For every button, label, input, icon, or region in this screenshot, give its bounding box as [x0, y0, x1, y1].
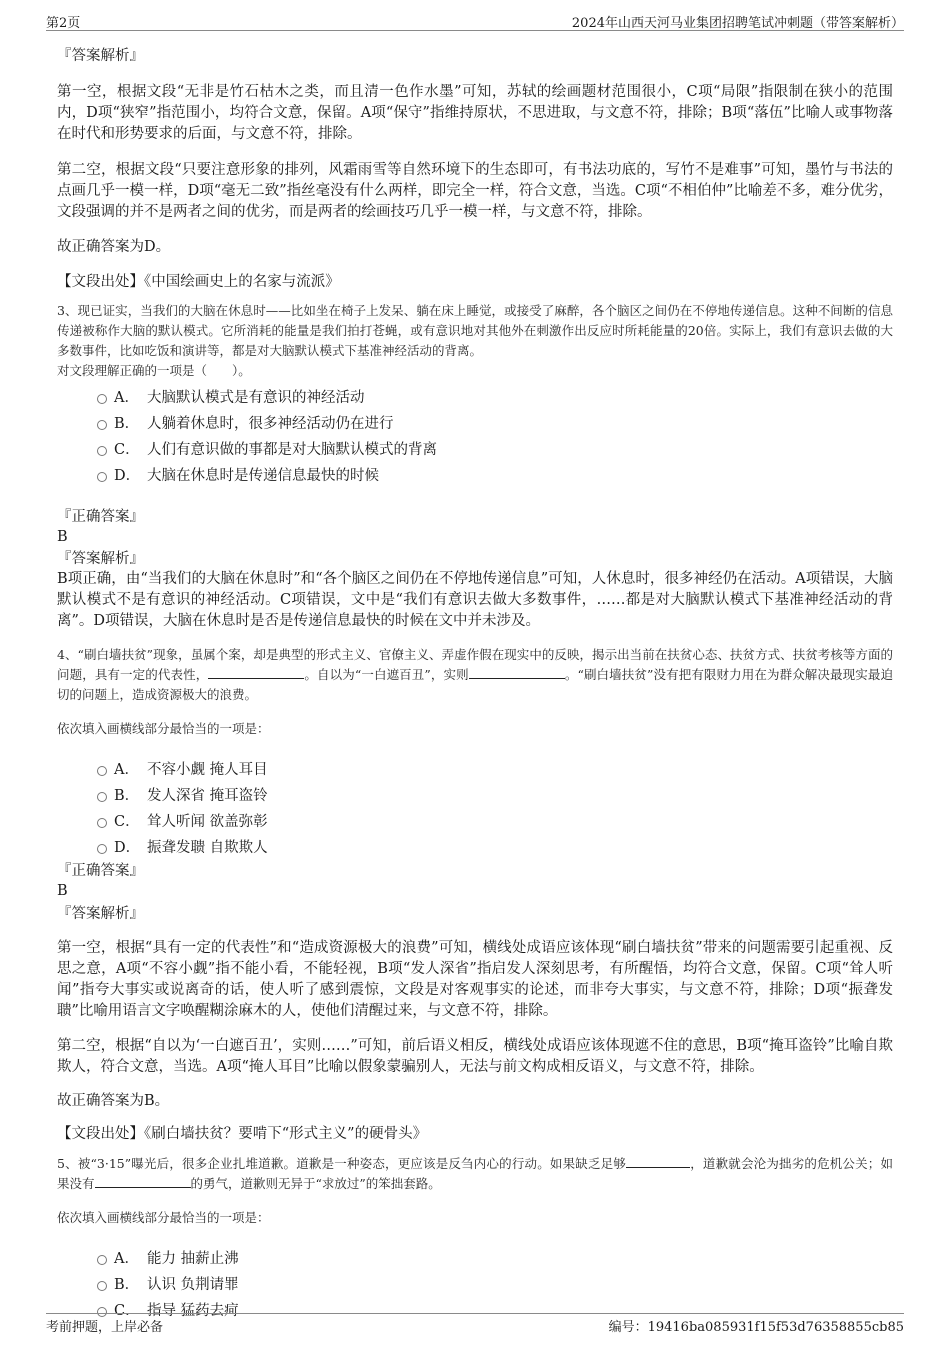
q2-analysis-second-blank: 第二空，根据文段“只要注意形象的排列，风霜雨雪等自然环境下的生态即可，有书法功底的，写竹不是难事”可知，墨竹与书法的点画几乎一模一样，D项“毫无二致”指丝毫没有什么两样，即完全一样，符合文意，当选。C项“不相伯仲”比喻差不多，难分优劣，文段强调的并不是两者之间的优劣，而是两者的绘画技巧几乎一模一样，与文意不符，排除。 — [57, 162, 893, 220]
q3-option-d[interactable]: D． 大脑在休息时是传递信息最快的时候 — [57, 463, 893, 489]
source-prefix: 【文段出处】 — [57, 1126, 144, 1142]
q4-conclusion: 故正确答案为B。 — [57, 1093, 170, 1109]
q3-analysis: B项正确，由“当我们的大脑在休息时”和“各个脑区之间仍在不停地传递信息”可知，人休息时，很多神经仍在活动。A项错误，大脑默认模式不是有意识的神经活动。C项错误，文中是“我们有意识去做大多数事件，……都是对大脑默认模式下基准神经活动的背离”。D项错误，大脑在休息时是否是传递信息最快的时候在文中并未涉及。 — [57, 571, 893, 629]
q4-stem: 4、“刷白墙扶贫”现象，虽属个案，却是典型的形式主义、官僚主义、弄虚作假在现实中的反映，揭示出当前在扶贫心态、扶贫方式、扶贫考核等方面的问题，具有一定的代表性， 。自以为“一白遮百丑”，实则 。“刷白墙扶贫”没有把有限财力用在为群众解决最现实最迫切的问题上，造成资源极大的浪费。 — [57, 647, 893, 702]
q4-answer: B — [57, 883, 68, 899]
page-footer — [46, 1313, 904, 1338]
page-content — [57, 42, 893, 1324]
fill-blank — [469, 666, 565, 679]
fill-blank — [95, 1175, 191, 1188]
document-title: 2024年山西天河马业集团招聘笔试冲刺题（带答案解析） — [571, 16, 904, 31]
q4-analysis-first-blank: 第一空，根据“具有一定的代表性”和“造成资源极大的浪费”可知，横线处成语应该体现“刷白墙扶贫”带来的问题需要引起重视、反思之意，A项“不容小觑”指不能小看，不能轻视，B项“发人深省”指启发人深刻思考，有所醒悟，均符合文意，保留。C项“耸人听闻”指夸大事实或说离奇的话，使人听了感到震惊，文段是对客观事实的论述，而非夸大事实，与文意不符，排除；D项“振聋发聩”比喻用语言文字唤醒糊涂麻木的人，使他们清醒过来，与文意不符，排除。 — [57, 940, 893, 1019]
radio-icon[interactable] — [97, 766, 107, 776]
q5-option-c[interactable]: C． 指导 猛药去疴 — [57, 1298, 893, 1324]
q3-stem: 3、现已证实，当我们的大脑在休息时——比如坐在椅子上发呆、躺在床上睡觉，或接受了麻醉，各个脑区之间仍在不停地传递信息。这种不间断的信息传递被称作大脑的默认模式。它所消耗的能量是我们拍打苍蝇，或有意识地对其他外在刺激作出反应时所耗能量的20倍。实际上，我们有意识去做的大多数事件，比如吃饭和演讲等，都是对大脑默认模式下基准神经活动的背离。 — [57, 303, 893, 358]
q3-option-b[interactable]: B． 人躺着休息时，很多神经活动仍在进行 — [57, 411, 893, 437]
q4-option-a[interactable]: A． 不容小觑 掩人耳目 — [57, 757, 893, 783]
radio-icon[interactable] — [97, 472, 107, 482]
correct-answer-label: 『正确答案』 — [57, 863, 144, 879]
radio-icon[interactable] — [97, 818, 107, 828]
q4-option-c[interactable]: C． 耸人听闻 欲盖弥彰 — [57, 809, 893, 835]
q5-instruction: 依次填入画横线部分最恰当的一项是： — [57, 1210, 270, 1225]
q4-source-title: 《刷白墙扶贫？要啃下“形式主义”的硬骨头》 — [144, 1126, 428, 1142]
q2-analysis-first-blank: 第一空，根据文段“无非是竹石枯木之类，而且清一色作水墨”可知，苏轼的绘画题材范围很小，C项“局限”指限制在狭小的范围内，D项“狭窄”指范围小，均符合文意，保留。A项“保守”指维持原状，不思进取，与文意不符，排除；B项“落伍”比喻人或事物落在时代和形势要求的后面，与文意不符，排除。 — [57, 84, 893, 142]
page-number: 第2页 — [46, 16, 81, 31]
radio-icon[interactable] — [97, 420, 107, 430]
q5-option-a[interactable]: A． 能力 抽薪止沸 — [57, 1246, 893, 1272]
analysis-label: 『答案解析』 — [57, 48, 144, 64]
source-prefix: 【文段出处】 — [57, 274, 144, 290]
radio-icon[interactable] — [97, 446, 107, 456]
radio-icon[interactable] — [97, 394, 107, 404]
q3-answer: B — [57, 529, 68, 545]
q4-option-d[interactable]: D． 振聋发聩 自欺欺人 — [57, 835, 893, 861]
q5-option-b[interactable]: B． 认识 负荆请罪 — [57, 1272, 893, 1298]
document-id: 编号：19416ba085931f15f53d76358855cb85 — [608, 1320, 904, 1335]
q2-conclusion: 故正确答案为D。 — [57, 239, 171, 255]
analysis-label: 『答案解析』 — [57, 551, 144, 567]
q3-option-c[interactable]: C． 人们有意识做的事都是对大脑默认模式的背离 — [57, 437, 893, 463]
q4-options — [57, 757, 893, 861]
footer-slogan: 考前押题，上岸必备 — [46, 1320, 164, 1335]
radio-icon[interactable] — [97, 792, 107, 802]
q3-question: 对文段理解正确的一项是（ ）。 — [57, 363, 251, 378]
fill-blank — [626, 1155, 690, 1168]
page-header — [46, 10, 904, 31]
q4-analysis-second-blank: 第二空，根据“自以为‘一白遮百丑’，实则……”可知，前后语义相反，横线处成语应该体现遮不住的意思，B项“掩耳盗铃”比喻自欺欺人，符合文意，当选。A项“掩人耳目”比喻以假象蒙骗别人，无法与前文构成相反语义，与文意不符，排除。 — [57, 1038, 893, 1075]
q3-options — [57, 385, 893, 489]
q4-source — [57, 1124, 893, 1144]
fill-blank — [208, 666, 304, 679]
correct-answer-label: 『正确答案』 — [57, 509, 144, 525]
q2-source — [57, 272, 893, 292]
radio-icon[interactable] — [97, 1281, 107, 1291]
q2-source-title: 《中国绘画史上的名家与流派》 — [144, 274, 340, 290]
q4-instruction: 依次填入画横线部分最恰当的一项是： — [57, 721, 270, 736]
analysis-label: 『答案解析』 — [57, 906, 144, 922]
q3-option-a[interactable]: A． 大脑默认模式是有意识的神经活动 — [57, 385, 893, 411]
q4-option-b[interactable]: B． 发人深省 掩耳盗铃 — [57, 783, 893, 809]
radio-icon[interactable] — [97, 844, 107, 854]
q5-stem: 5、被“3·15”曝光后，很多企业扎堆道歉。道歉是一种姿态，更应该是反刍内心的行动。如果缺乏足够 ，道歉就会沦为拙劣的危机公关；如果没有 的勇气，道歉则无异于“求放过”的笨拙套路。 — [57, 1156, 893, 1191]
radio-icon[interactable] — [97, 1255, 107, 1265]
